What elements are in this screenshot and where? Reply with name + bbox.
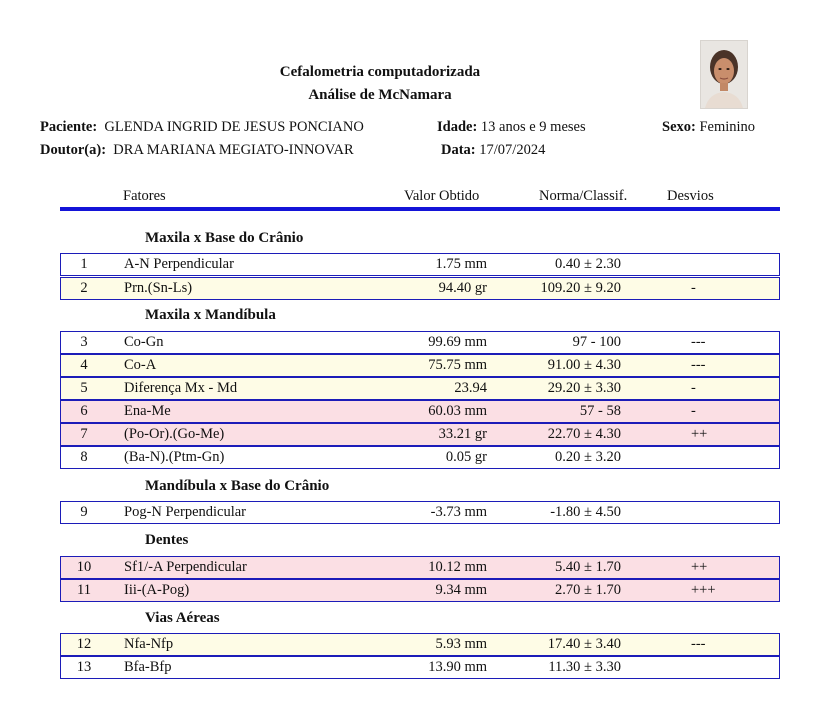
norm-value: 17.40 ± 3.40 [547,636,621,652]
row-number: 10 [76,559,92,575]
section-heading: Maxila x Base do Crânio [145,230,304,246]
doctor-label: Doutor(a): [40,142,107,158]
section-heading: Vias Aéreas [145,610,220,626]
measured-value: 9.34 mm [435,582,487,598]
section-heading: Mandíbula x Base do Crânio [145,478,330,494]
factor-name: (Ba-N).(Ptm-Gn) [124,449,225,465]
table-row [60,579,780,602]
measured-value: 10.12 mm [428,559,487,575]
row-number: 9 [80,504,88,520]
factor-name: Co-Gn [124,334,164,350]
age-field [437,119,586,136]
norm-value: 0.40 ± 2.30 [555,256,621,272]
patient-photo [700,40,748,109]
sex-field [662,119,755,136]
norm-value: 11.30 ± 3.30 [548,659,621,675]
patient-field [40,119,364,136]
row-number: 11 [77,582,91,598]
norm-value: 97 - 100 [572,334,621,350]
norm-value: 91.00 ± 4.30 [547,357,621,373]
measured-value: -3.73 mm [430,504,487,520]
deviation-value: - [691,280,696,296]
norm-value: 29.20 ± 3.30 [547,380,621,396]
row-number: 4 [80,357,88,373]
norm-value: 2.70 ± 1.70 [555,582,621,598]
doctor-field [40,142,354,159]
factor-name: Iii-(A-Pog) [124,582,190,598]
age-label: Idade: [437,119,478,135]
norm-value: -1.80 ± 4.50 [550,504,621,520]
header-divider [60,207,780,211]
patient-label: Paciente: [40,119,98,135]
table-row [60,354,780,377]
deviation-value: - [691,380,696,396]
measured-value: 23.94 [454,380,487,396]
factor-name: Diferença Mx - Md [124,380,238,396]
table-row [60,253,780,276]
factor-name: Sf1/-A Perpendicular [124,559,247,575]
factor-name: Bfa-Bfp [124,659,172,675]
norm-value: 0.20 ± 3.20 [555,449,621,465]
row-number: 3 [80,334,88,350]
deviation-value: ++ [691,559,708,575]
table-row [60,556,780,579]
sex-value: Feminino [699,119,756,135]
column-header-norm: Norma/Classif. [539,188,628,204]
row-number: 7 [80,426,88,442]
date-field [441,142,545,159]
row-number: 2 [80,280,88,296]
table-row [60,331,780,354]
deviation-value: --- [691,357,706,373]
factor-name: A-N Perpendicular [124,256,234,272]
date-value: 17/07/2024 [479,142,546,158]
column-header-value: Valor Obtido [404,188,480,204]
norm-value: 5.40 ± 1.70 [555,559,621,575]
column-header-deviation: Desvios [667,188,714,204]
report-subtitle: Análise de McNamara [308,87,452,103]
deviation-value: --- [691,636,706,652]
norm-value: 22.70 ± 4.30 [547,426,621,442]
doctor-name: DRA MARIANA MEGIATO-INNOVAR [113,142,354,158]
measured-value: 94.40 gr [438,280,487,296]
table-row [60,423,780,446]
factor-name: Nfa-Nfp [124,636,174,652]
row-number: 1 [80,256,88,272]
measured-value: 1.75 mm [435,256,487,272]
age-value: 13 anos e 9 meses [480,119,586,135]
section-heading: Maxila x Mandíbula [145,307,276,323]
deviation-value: - [691,403,696,419]
table-row [60,633,780,656]
factor-name: (Po-Or).(Go-Me) [124,426,225,442]
measured-value: 33.21 gr [438,426,487,442]
table-row [60,501,780,524]
factor-name: Pog-N Perpendicular [124,504,247,520]
measured-value: 60.03 mm [428,403,487,419]
deviation-value: --- [691,334,706,350]
row-number: 8 [80,449,88,465]
measured-value: 99.69 mm [428,334,487,350]
table-row [60,400,780,423]
measured-value: 5.93 mm [435,636,487,652]
deviation-value: ++ [691,426,708,442]
factor-name: Co-A [124,357,157,373]
factor-name: Prn.(Sn-Ls) [124,280,193,296]
row-number: 13 [76,659,92,675]
measured-value: 75.75 mm [428,357,487,373]
date-label: Data: [441,142,476,158]
measured-value: 13.90 mm [428,659,487,675]
table-row [60,377,780,400]
table-row [60,656,780,679]
sex-label: Sexo: [662,119,696,135]
report-title: Cefalometria computadorizada [279,64,481,80]
norm-value: 57 - 58 [579,403,621,419]
row-number: 12 [76,636,92,652]
factor-name: Ena-Me [124,403,171,419]
row-number: 5 [80,380,88,396]
patient-name: GLENDA INGRID DE JESUS PONCIANO [104,119,364,135]
deviation-value: +++ [691,582,716,598]
measured-value: 0.05 gr [445,449,487,465]
row-number: 6 [80,403,88,419]
table-row [60,277,780,300]
section-heading: Dentes [145,532,189,548]
norm-value: 109.20 ± 9.20 [540,280,621,296]
column-header-factors: Fatores [123,188,166,204]
table-row [60,446,780,469]
